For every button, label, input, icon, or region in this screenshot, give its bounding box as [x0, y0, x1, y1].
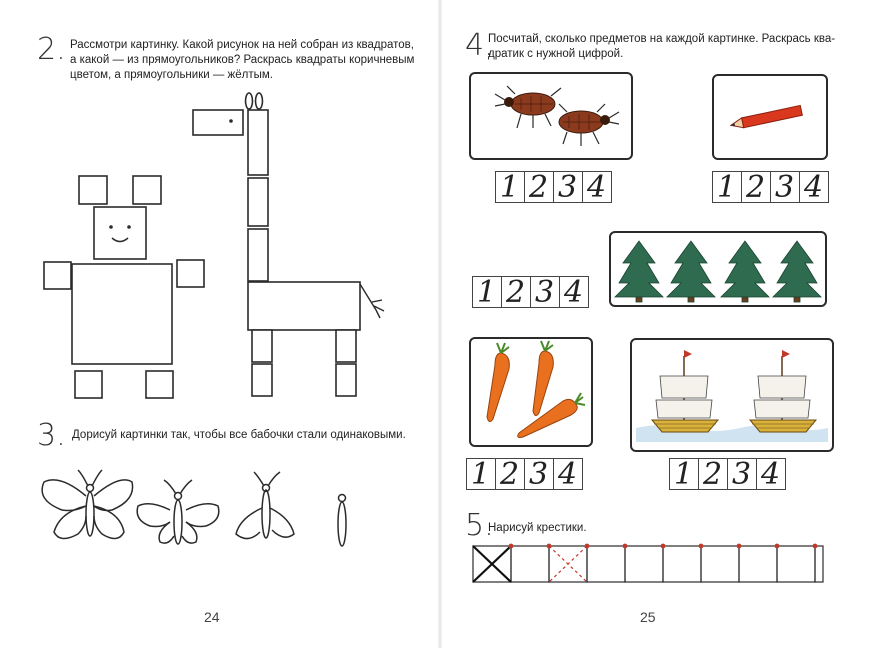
digit-cell-2[interactable] [502, 276, 531, 308]
giraffe-eye [229, 119, 233, 123]
digit-4: 4 [558, 457, 578, 492]
giraffe-neck-2 [248, 178, 268, 226]
digit-3: 3 [529, 457, 549, 492]
carrot-icon [533, 341, 553, 416]
rectangles-giraffe-figure [0, 0, 440, 420]
digit-2: 2 [703, 457, 723, 492]
digit-4: 4 [761, 457, 781, 492]
fir-tree-icon [721, 241, 769, 302]
digit-1: 1 [500, 170, 520, 205]
carrot-icon [487, 343, 509, 422]
pencil-illustration [714, 76, 826, 158]
digit-1: 1 [477, 275, 497, 310]
practice-cells [473, 546, 823, 582]
page-number-right: 25 [640, 609, 656, 625]
digits-row-beetles [495, 170, 612, 205]
task-4-text [488, 32, 835, 62]
giraffe-front-leg-top [252, 330, 272, 362]
task-4-text-line-1: Посчитай, сколько предметов на каждой картинке. Раскрась ква- [488, 33, 836, 45]
picture-box-trees [609, 231, 827, 307]
task-2-text-line-3: цветом, а прямоугольники — жёлтым. [70, 69, 273, 81]
crosses-practice-row [468, 540, 848, 590]
digit-3: 3 [732, 457, 752, 492]
digit-cell-2[interactable] [699, 458, 728, 490]
digit-cell-2[interactable] [742, 171, 771, 203]
task-2-text-line-1: Рассмотри картинку. Какой рисунок на ней собран из квадратов, [70, 39, 414, 51]
task-3-text: Дорисуй картинки так, чтобы все бабочки стали одинаковыми. [72, 429, 406, 441]
trees-illustration [611, 233, 825, 305]
giraffe-right-horn [256, 93, 263, 109]
right-page [440, 0, 880, 648]
boats-illustration [632, 340, 832, 450]
digit-cell-1[interactable] [712, 171, 742, 203]
sample-cross-solid [473, 546, 511, 582]
picture-box-boats [630, 338, 834, 452]
digit-1: 1 [471, 457, 491, 492]
task-4-number: 4. [465, 28, 494, 63]
task-2-text-line-2: а какой — из прямоугольников? Раскрась квадраты коричневым [70, 54, 415, 66]
digit-3: 3 [558, 170, 578, 205]
digit-3: 3 [775, 170, 795, 205]
picture-box-pencil [712, 74, 828, 160]
digit-cell-2[interactable] [525, 171, 554, 203]
digit-2: 2 [746, 170, 766, 205]
digit-4: 4 [587, 170, 607, 205]
digit-cell-3[interactable] [728, 458, 757, 490]
digit-cell-1[interactable] [669, 458, 699, 490]
pencil-icon [730, 105, 803, 130]
butterfly-complete [42, 470, 132, 539]
digit-cell-1[interactable] [472, 276, 502, 308]
sailboat-icon [652, 350, 718, 432]
giraffe-head [193, 110, 243, 135]
giraffe-front-leg-bottom [252, 364, 272, 396]
picture-box-beetles [469, 72, 633, 160]
task-3-number: 3. [37, 418, 66, 453]
task-5-text: Нарисуй крестики. [488, 522, 587, 534]
task-5-number: 5. [465, 508, 494, 543]
digit-cell-1[interactable] [495, 171, 525, 203]
digit-cell-4[interactable] [560, 276, 589, 308]
digit-3: 3 [535, 275, 555, 310]
digit-cell-4[interactable] [800, 171, 829, 203]
digit-cell-4[interactable] [583, 171, 612, 203]
digits-row-boats [669, 457, 786, 492]
carrot-icon [518, 393, 585, 438]
task-4-text-line-2: дратик с нужной цифрой. [488, 48, 624, 60]
fir-tree-icon [773, 241, 821, 302]
giraffe-back-leg-top [336, 330, 356, 362]
digit-2: 2 [500, 457, 520, 492]
butterfly-body-only [338, 495, 346, 547]
digit-2: 2 [506, 275, 526, 310]
digits-row-trees [472, 275, 589, 310]
digit-cell-3[interactable] [525, 458, 554, 490]
digit-4: 4 [804, 170, 824, 205]
beetles-illustration [471, 74, 631, 158]
beetle-icon [559, 104, 619, 146]
butterflies-row [0, 460, 440, 580]
digit-cell-3[interactable] [771, 171, 800, 203]
giraffe-neck-1 [248, 110, 268, 175]
digit-2: 2 [529, 170, 549, 205]
sample-cross-dotted [549, 546, 587, 582]
giraffe-left-horn [246, 93, 253, 109]
digit-4: 4 [564, 275, 584, 310]
carrots-illustration [471, 339, 591, 445]
digit-cell-4[interactable] [757, 458, 786, 490]
digit-cell-3[interactable] [531, 276, 560, 308]
butterfly-missing-top-wings [137, 480, 219, 544]
digit-cell-4[interactable] [554, 458, 583, 490]
digits-row-pencil [712, 170, 829, 205]
beetle-icon [495, 86, 561, 128]
digit-1: 1 [674, 457, 694, 492]
picture-box-carrots [469, 337, 593, 447]
page-number-left: 24 [204, 609, 220, 625]
digit-1: 1 [717, 170, 737, 205]
sailboat-icon [750, 350, 816, 432]
digit-cell-2[interactable] [496, 458, 525, 490]
digit-cell-3[interactable] [554, 171, 583, 203]
butterfly-one-side-wings [236, 472, 294, 539]
fir-tree-icon [667, 241, 715, 302]
giraffe-neck-3 [248, 229, 268, 281]
digits-row-carrots [466, 457, 583, 492]
giraffe-body [248, 282, 360, 330]
giraffe-back-leg-bottom [336, 364, 356, 396]
task-2-number: 2. [37, 32, 66, 67]
fir-tree-icon [615, 241, 663, 302]
giraffe-tail [360, 284, 384, 318]
digit-cell-1[interactable] [466, 458, 496, 490]
